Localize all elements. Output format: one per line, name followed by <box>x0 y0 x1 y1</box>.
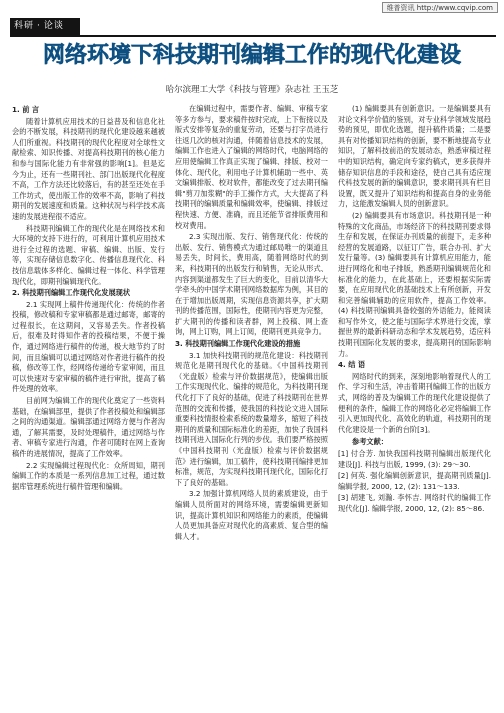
body-paragraph: 3.1 加快科技期刊的规范化建设：科技期刊规范化是期刊现代化的基础。《中国科技期刊（光盘版）检索与评价数据规范》，使编辑出版工作实现现代化、编排的规范化，为科技期刊现代化打下了良好的基础，促进了科技期刊在世界范围的交流和传播，使我国的科技论文进入国际重要科技情报检索系统的数量增多，缩短了科技期刊的质量和国际标准化的差距，加快了我国科技期刊进入国际化行列的步伐。我们要严格按照《中国科技期刊（光盘版）检索与评价数据规范》进行编辑，加工稿件，使科技期刊编排更加标准，规范，为实现科技期刊现代化，国际化打下了良好的基础。 <box>175 350 328 487</box>
text-column-3 <box>338 104 491 704</box>
reference-item: [1] 付合芳. 加快我国科技期刊编辑出版现代化建设[J]. 科技与出版, 1999, (3): 29～30. <box>338 449 491 469</box>
reference-item: [2] 何英. 强化编辑创新意识，提高期刊质量[J]. 编辑学报, 2000, 12, (2): 131～133. <box>338 471 491 491</box>
article-body <box>12 104 492 704</box>
column-tag-b: 论谈 <box>43 21 64 31</box>
body-paragraph: (1) 编辑要具有创新意识。一是编辑要具有对论文科学价值的鉴别，对专业科学领域发展趋势的预见，即优化选题，提升稿件质量；二是要具有对传播知识结构的创新，要不断地提高专业知识，了解科技前沿的发展动态，熟悉审稿过程中的知识结构，确定向专家约稿式，更多获得并储存知识信息的手段和途径，使自己具有适应现代科技发展的新的编辑意识，要求期刊具有栏目设置，既又提升了知识结构和提高自身的业务能力，这能激发编辑人员的创新意识。 <box>338 104 491 209</box>
column-tag-a: 科研 <box>14 21 35 31</box>
section-heading: 4. 结 语 <box>338 360 366 370</box>
body-paragraph: 在编辑过程中，需要作者、编辑、审稿专家等多方参与，要求稿件按时完成，上下衔接以及版式安排等复杂的重复劳动，还要与打字员进行往返几次的核对沟通，伴随着信息技术的发展，编辑工作也进入了编辑的网络时代，电脑网络的应用使编辑工作真正实现了编辑、排版、校对一体化、现代化，利用电子计算机辅助一些中、英文编辑排版、校对软件，都能改变了过去期刊编辑"剪刀加浆糊"的手工操作方式，大大提高了科技期刊的编辑质量和编辑效率，使编辑、排版过程快速、方便、准确，而且还能节省排版费用和校对费用。 <box>175 104 328 230</box>
body-paragraph: 3.2 加强计算机网络人员的素质建设，由于编辑人员所面对的网络环境，需要编辑更新知识，提高计算机知识和网络能力的素质，使编辑人员更加具备应对现代化的高素质、复合型的编辑人才。 <box>175 489 328 541</box>
author-line: 哈尔滨理工大学《科技与管理》杂志社 王玉芝 <box>165 85 339 95</box>
body-paragraph: 随着计算机应用技术的日益普及和信息化社会的不断发展，科技期刊的现代化建设越来越被人们所重视。科技期刊的现代化程度对全球性文献检索、知识传播、对提高科技期刊的核心能力和参与国际化能力有非常强的影响[1]。但是迄今为止，还有一些期刊社、部门出版现代化程度不高，工作方法还比较落后，有的甚至还处在手工作坊式，使出版工作的效率不高，影响了科技期刊的发展速度和质量。这种状况与科学技术高速的发展进程很不适应。 <box>12 116 165 221</box>
references-heading: 参考文献： <box>352 437 388 447</box>
header-rule <box>10 35 496 37</box>
column-tag-separator: · <box>37 21 41 31</box>
body-paragraph: 科技期刊编辑工作的现代化是在网络技术和大环境的支持下进行的，可利用计算机应用技术进行全过程的选题、审稿、编辑、出版、发行等，实现存储信息数字化、传播信息现代化、科技信息载体多样化、编辑过程一体化、科学管理现代化，即期刊编辑现代化。 <box>12 223 165 286</box>
section-heading: 2. 科技期刊编辑工作现代化发展现状 <box>12 288 131 298</box>
body-paragraph: (2) 编辑要具有市场意识。科技期刊是一种特殊的文化商品，市场经济下的科技期刊要求得生存和发展，在保证办刊质量的前提下，走多种经营的发展道路，以征订广告，联合办刊、扩大发行量等。(3) 编辑要具有计算机应用能力，能进行网络化和电子排版，熟悉期刊编辑规范化和标准化的能力，在此基础上，还要根据实际需要，在应用现代化的基础技术上有所创新，开发和完善编辑辅助的应用软件，提高工作效率。(4) 科技期刊编辑具备较强的外语能力，能阅读和写作外文，使之能与国际学术界进行交流，掌握世界的最新科研动态和学术发展趋势，适应科技期刊国际化发展的要求，提高期刊的国际影响力。 <box>338 210 491 358</box>
section-heading: 1. 前 言 <box>12 105 40 114</box>
body-paragraph: 2.3 实现出版、发行、销售现代化：传统的出版、发行、销售模式为通过邮局唯一的渠道且易丢失，时间长，费用高，随着网络时代的到来，科技期刊的出版发行和销售，无论从形式、内容到渠道都发生了巨大的变化，目前以清华大学牵头的中国学术期刊网络数据库为例，其目的在于增加出版周期，实现信息资源共享，扩大期刊的传播范围，国际性，使期刊内容更为完整，扩大期刊的传播和读者群，网上投稿、网上查询，网上订购，网上订阅，使期刊更具竞争力。 <box>175 232 328 337</box>
body-paragraph: 2.2 实现编辑过程现代化：众所周知，期刊编辑工作的本质是一系列信息加工过程，通过数据库管理系统进行稿件管理和编辑。 <box>12 460 165 491</box>
watermark: 维普资讯 http://www.cqvip.com <box>382 2 498 13</box>
reference-item: [3] 胡建飞, 刘瀚. 李怀吉. 网络时代的编辑工作现代化[J]. 编辑学报, 2000, 12, (2): 85～86. <box>338 493 491 513</box>
text-column-2 <box>175 104 328 704</box>
body-paragraph: 目前网为编辑工作的现代化奠定了一些资料基础，在编辑部里，提供了作者投稿处和编辑部之间的沟通渠道。编辑部通过网络方便与作者沟通，了解其需要，及时处理稿件，通过网络与作者、审稿专家进行沟通，作者可随时在网上查询稿件的进展情况，提高了工作效率。 <box>12 396 165 458</box>
body-paragraph: 2.1 实现网上稿件传递现代化：传统的作者投稿，修改稿和专家审稿都是通过邮寄，邮寄的过程很长，在这期间，又容易丢失。作者投稿后，很难及时得知作者的投稿结果，不便于操作，通过网络进行稿件的传递，极大地节约了时间，而且编辑可以通过网络对作者进行稿件的投稿，修改等工作，经网络传递给专家审阅，而且可以快速对专家审稿的稿件进行审批，提高了稿件处理的效率。 <box>12 299 165 394</box>
article-title: 网络环境下科技期刊编辑工作的现代化建设 <box>42 43 461 68</box>
body-paragraph: 网络时代的到来，深刻地影响着现代人的工作、学习和生活，冲击着期刊编辑工作的出版方式，网络的普及为编辑工作的现代化建设提供了便利的条件，编辑工作的网络化必定将编辑工作引入更加现代化、高效化的轨道，科技期刊的现代化建设是一个新的台阶[3]。 <box>338 371 491 434</box>
section-heading: 3. 科技期刊编辑工作现代化建设的措施 <box>175 339 301 349</box>
column-tag <box>10 18 80 35</box>
text-column-1 <box>12 104 165 704</box>
